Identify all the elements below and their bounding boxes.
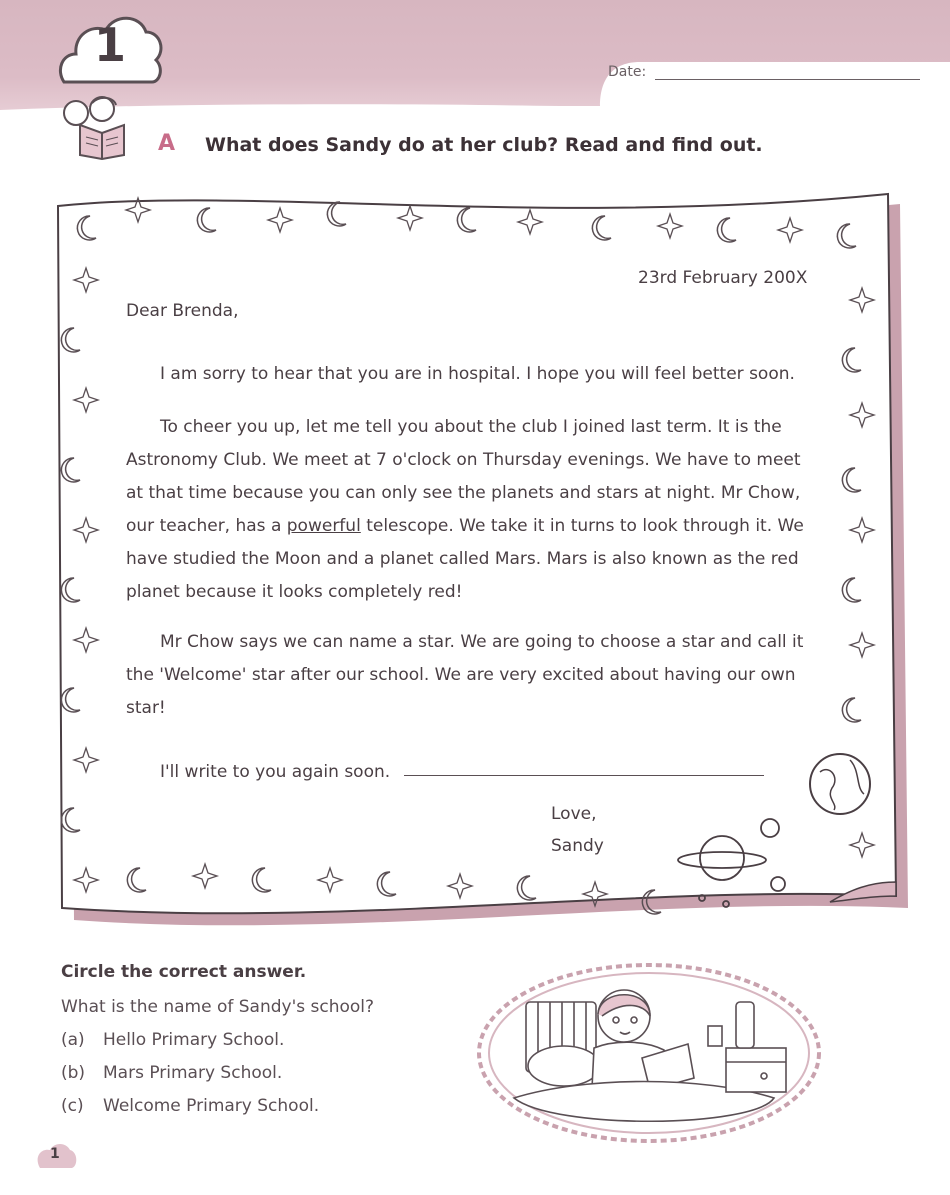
option-text: Mars Primary School. [103,1063,283,1083]
option-text: Hello Primary School. [103,1030,285,1050]
answer-blank-line[interactable] [404,775,764,776]
letter-paragraph-2 [126,411,816,609]
paragraph-2-text-before: To cheer you up, let me tell you about the club I joined last term. It is the Astronomy Club. We meet at 7 o'clock on Thursday evenings. We have to meet at that time because you can only see the planets and stars at night. Mr Chow, our teacher, has a [126,417,801,536]
letter-signature: Sandy [551,836,604,856]
option-text: Welcome Primary School. [103,1096,320,1116]
date-label: Date: [608,64,647,80]
girl-in-bed-illustration [474,958,824,1148]
answer-option-a[interactable] [61,1030,284,1050]
kids-reading-icon [56,95,146,160]
letter-signoff: Love, [551,804,597,824]
question-text: What is the name of Sandy's school? [61,997,375,1017]
paragraph-1-text: I am sorry to hear that you are in hospital. I hope you will feel better soon. [160,364,795,384]
section-title: What does Sandy do at her club? Read and find out. [205,134,763,156]
letter-date: 23rd February 200X [638,268,808,288]
option-letter: (c) [61,1096,84,1116]
question-heading: Circle the correct answer. [61,962,307,982]
paragraph-2-text-after: telescope. We take it in turns to look through it. We have studied the Moon and a planet called Mars. Mars is also known as the red planet because it looks completely red! [126,516,804,602]
section-letter: A [158,131,176,156]
answer-option-c[interactable] [61,1096,319,1116]
option-letter: (a) [61,1030,85,1050]
page-number: 1 [50,1146,60,1162]
letter-salutation: Dear Brenda, [126,301,239,321]
date-input-line[interactable] [655,79,920,80]
letter-paragraph-1 [126,358,816,391]
globe-icon [810,754,870,814]
letter-paragraph-3 [126,626,816,725]
letter-closing-line: I'll write to you again soon. [160,762,391,782]
option-letter: (b) [61,1063,86,1083]
unit-number: 1 [93,18,126,72]
underlined-word: powerful [286,516,361,536]
paragraph-3-text: Mr Chow says we can name a star. We are going to choose a star and call it the 'Welcome' star after our school. We are very excited about having our own star! [126,632,804,718]
answer-option-b[interactable] [61,1063,282,1083]
